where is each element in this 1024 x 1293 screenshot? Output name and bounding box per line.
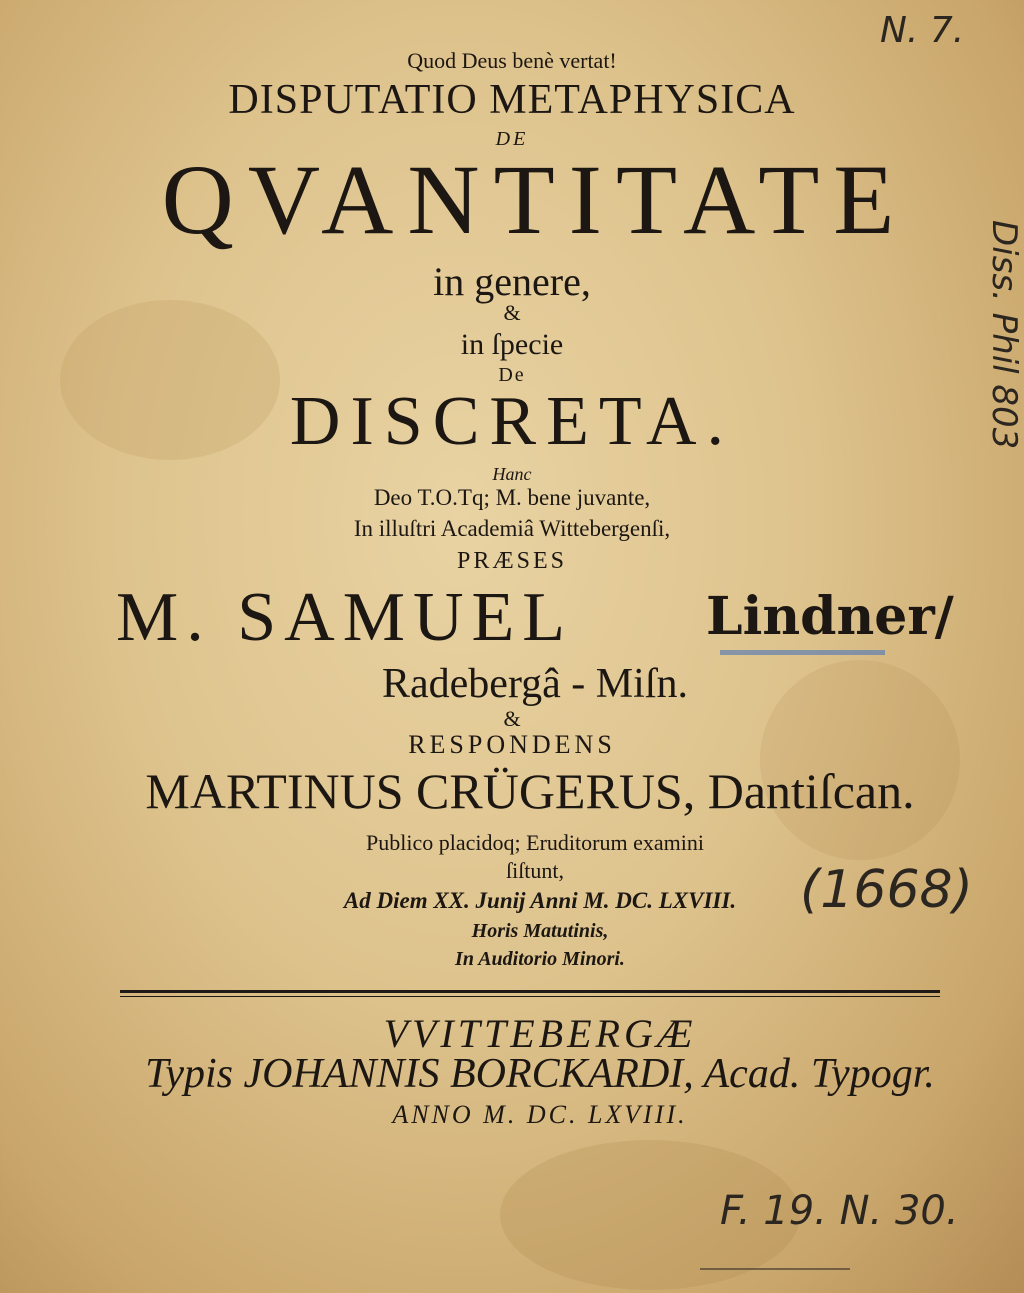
handwritten-strikethrough [700, 1268, 850, 1270]
handwritten-side-note: Diss. Phil 803 [984, 220, 1024, 450]
in-specie: in ſpecie [460, 328, 564, 361]
sistunt-line: ſiſtunt, [505, 858, 565, 883]
handwritten-year: (1668) [800, 860, 973, 920]
de-label: DE [495, 128, 529, 150]
ampersand: & [503, 300, 521, 325]
academia-line: In illuſtri Academiâ Wittebergenſi, [353, 516, 671, 541]
underline-mark [720, 650, 885, 655]
motto: Quod Deus benè vertat! [407, 48, 617, 73]
praeses-label: PRÆSES [456, 548, 568, 574]
deo-line: Deo T.O.Tq; M. bene juvante, [373, 485, 651, 510]
ampersand-2: & [503, 706, 521, 731]
respondens-label: RESPONDENS [408, 730, 616, 759]
handwritten-bottom-note: F. 19. N. 30. [720, 1188, 959, 1234]
anno-line: ANNO M. DC. LXVIII. [392, 1100, 688, 1129]
discreta-title: DISCRETA. [289, 383, 735, 460]
praeses-name: M. SAMUEL [116, 579, 574, 656]
double-rule-bottom [120, 996, 940, 997]
printer-line: Typis JOHANNIS BORCKARDI, Acad. Typogr. [145, 1051, 935, 1097]
publico-line: Publico placidoq; Eruditorum examini [366, 830, 704, 855]
ad-diem-line: Ad Diem XX. Junij Anni M. DC. LXVIII. [343, 888, 737, 913]
auditorio-line: In Auditorio Minori. [455, 948, 625, 970]
de-label-2: De [498, 364, 526, 386]
title-disputatio: DISPUTATIO METAPHYSICA [228, 77, 796, 123]
horis-line: Horis Matutinis, [471, 920, 609, 942]
double-rule-top [120, 990, 940, 993]
in-genere: in genere, [433, 259, 591, 304]
hanc: Hanc [492, 464, 532, 484]
city-line: VVITTEBERGÆ [383, 1011, 697, 1056]
praeses-surname: Lindner/ [706, 586, 954, 647]
handwritten-shelfmark-top: N. 7. [880, 10, 965, 51]
praeses-origin: Radebergâ - Miſn. [382, 661, 688, 707]
respondens-name: MARTINUS CRÜGERUS, Dantiſcan. [145, 763, 915, 819]
main-title: QVANTITATE [161, 144, 909, 255]
